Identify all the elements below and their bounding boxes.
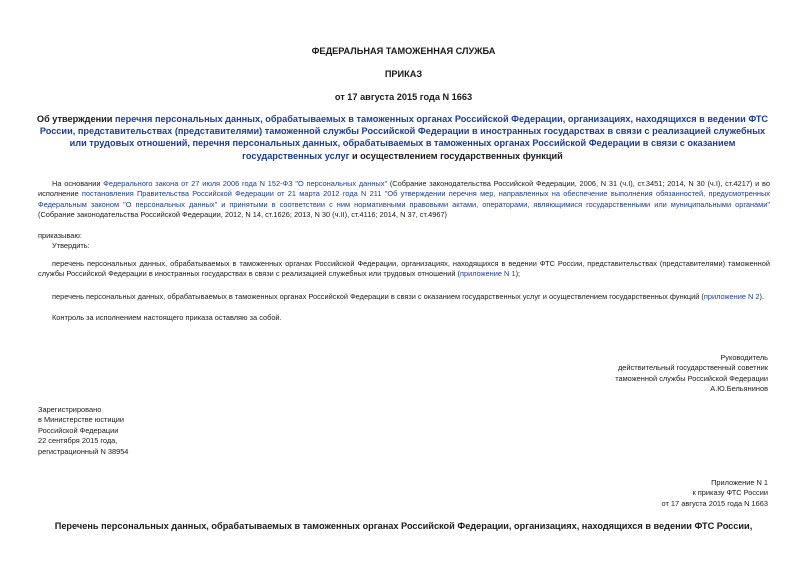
appendix-title: Перечень персональных данных, обрабатываемых в таможенных органах Российской Федерации, организациях, находящихся в ведении ФТС России, — [54, 521, 753, 531]
registration-line-1: Зарегистрировано — [38, 405, 102, 414]
signature-position: Руководитель — [720, 353, 768, 362]
government-decree-link[interactable]: постановления Правительства Российской Федерации от 21 марта 2012 года N 211 "Об утверждении перечня мер, направленных на обеспечение выполнения обязанностей, предусмотренных Федеральным законом "О персональных данных" и принятыми в соответствии с ним нормативными правовыми актами, операторами, являющимися государственными или муниципальными органами" — [38, 189, 770, 209]
control-text: Контроль за исполнением настоящего приказа оставляю за собой. — [52, 313, 282, 322]
registration-line-2: в Министерстве юстиции — [38, 415, 125, 425]
basis-paragraph — [38, 179, 770, 221]
document-title — [30, 113, 775, 162]
basis-text-2: (Собрание законодательства Российской Федерации, 2006, N 31 (ч.I), ст.3451; 2014, N 30 (ч.I), ст.4217) и во исполнение — [38, 179, 770, 199]
appendix-line-2: к приказу ФТС России — [692, 488, 768, 498]
registration-line-5: регистрационный N 38954 — [38, 446, 129, 456]
title-link[interactable]: перечня персональных данных, обрабатываемых в таможенных органах Российской Федерации, организациях, находящихся в ведении ФТС России, представительствах (представителями) таможенной службы Российской Федерации в иностранных государствах в связи с реализацией служебных или трудовых отношений, перечня персональных данных, обрабатываемых в таможенных органах Российской Федерации в связи с оказанием государственных услуг — [39, 114, 769, 161]
signature-name: А.Ю.Бельянинов — [710, 384, 768, 394]
signature-block — [468, 353, 768, 395]
registration-block — [38, 405, 288, 457]
item2-end: ). — [759, 292, 764, 301]
title-prefix: Об утверждении — [36, 114, 115, 124]
appendix-1-link[interactable]: приложение N 1 — [459, 269, 516, 279]
doc-type-heading: ПРИКАЗ — [384, 69, 423, 79]
item1-text: перечень персональных данных, обрабатываемых в таможенных органах Российской Федерации, организациях, находящихся в ведении ФТС России, представительствах (представителями) таможенной службы Российской Федерации в иностранных государствах в связи с реализацией служебных или трудовых отношений ( — [38, 259, 770, 279]
order-word: приказываю: — [38, 231, 82, 240]
appendix-2-link[interactable]: приложение N 2 — [703, 292, 760, 301]
item1-end: ); — [515, 269, 521, 279]
control-paragraph — [38, 313, 770, 323]
date-number-heading: от 17 августа 2015 года N 1663 — [334, 92, 473, 102]
title-suffix: и осуществлением государственных функций — [349, 150, 563, 161]
registration-line-3: Российской Федерации — [38, 425, 119, 435]
federal-law-link[interactable]: Федерального закона от 27 июля 2006 года N 152-ФЗ "О персональных данных" — [103, 179, 388, 188]
signature-service: таможенной службы Российской Федерации — [615, 373, 768, 383]
basis-text-1: На основании — [52, 179, 104, 188]
approve-word: Утвердить: — [52, 241, 90, 250]
approval-item-1 — [38, 259, 770, 280]
appendix-line-1: Приложение N 1 — [711, 478, 768, 487]
signature-rank: действительный государственный советник — [617, 363, 768, 373]
appendix-line-3: от 17 августа 2015 года N 1663 — [661, 498, 768, 508]
approval-item-2 — [38, 292, 770, 302]
appendix-header — [468, 478, 768, 509]
item2-text: перечень персональных данных, обрабатываемых в таможенных органах Российской Федерации в связи с оказанием государственных услуг и осуществлением государственных функций ( — [52, 292, 704, 301]
agency-heading: ФЕДЕРАЛЬНАЯ ТАМОЖЕННАЯ СЛУЖБА — [311, 46, 496, 56]
registration-line-4: 22 сентября 2015 года, — [38, 436, 118, 446]
basis-text-3: (Собрание законодательства Российской Федерации, 2012, N 14, ст.1626; 2013, N 30 (ч.II), ст.4116; 2014, N 37, ст.4967) — [38, 210, 448, 220]
